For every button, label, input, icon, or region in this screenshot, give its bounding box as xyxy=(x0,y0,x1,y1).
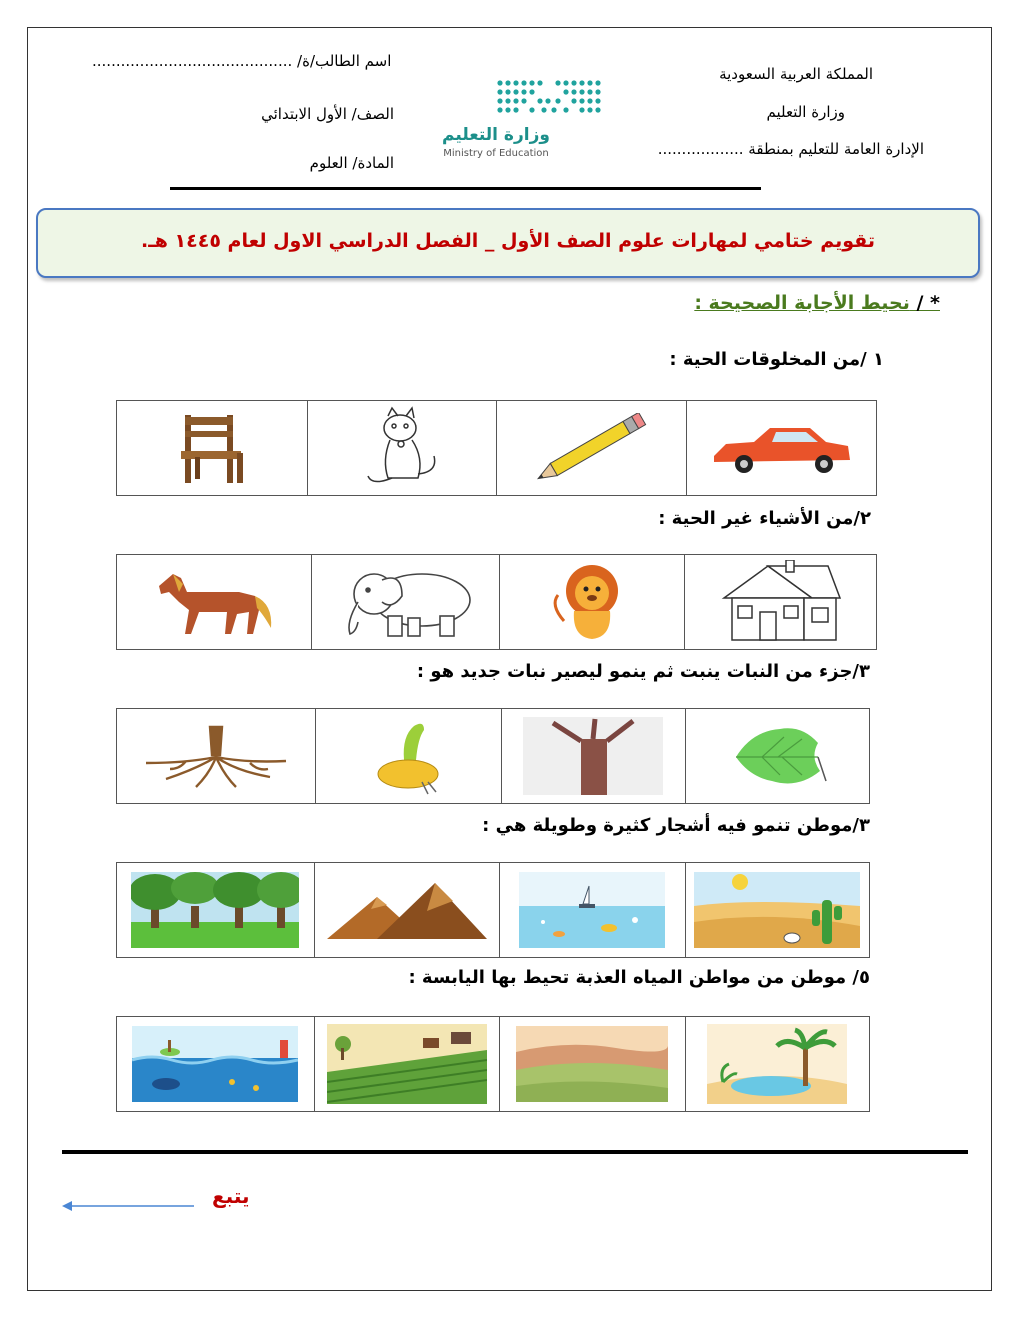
mountains-image xyxy=(327,877,487,943)
desert-image xyxy=(694,872,860,948)
oasis-image xyxy=(707,1024,847,1104)
ocean-image xyxy=(132,1026,298,1102)
seed-image xyxy=(358,716,458,796)
question-4-options xyxy=(116,862,870,958)
option-lion[interactable] xyxy=(500,555,685,650)
option-ocean[interactable] xyxy=(117,1017,315,1112)
left-arrow-icon xyxy=(60,1198,198,1218)
option-plain[interactable] xyxy=(499,1017,685,1112)
subject-label: المادة/ العلوم xyxy=(309,154,394,172)
option-trunk[interactable] xyxy=(501,709,685,804)
forest-image xyxy=(131,872,299,948)
chair-image xyxy=(167,411,257,485)
car-image xyxy=(706,420,856,476)
logo-english-text: Ministry of Education xyxy=(443,148,549,159)
question-4-label: ٣/موطن تنمو فيه أشجار كثيرة وطويلة هي : xyxy=(482,815,870,836)
option-roots[interactable] xyxy=(117,709,316,804)
instruction-text: نحيط الأجابة الصحيحة : xyxy=(694,292,910,314)
header-divider xyxy=(170,187,761,190)
option-car[interactable] xyxy=(686,401,876,496)
option-sea[interactable] xyxy=(499,863,685,958)
option-elephant[interactable] xyxy=(312,555,500,650)
option-farmland[interactable] xyxy=(314,1017,499,1112)
continue-label: يتبع xyxy=(212,1184,250,1208)
kingdom-label: المملكة العربية السعودية xyxy=(719,65,873,83)
question-1-label: ١ /من المخلوقات الحية : xyxy=(669,349,884,370)
option-house[interactable] xyxy=(685,555,877,650)
pencil-image xyxy=(526,413,656,483)
option-desert[interactable] xyxy=(685,863,869,958)
question-5-label: ٥/ موطن من مواطن المياه العذبة تحيط بها اليابسة : xyxy=(408,967,870,988)
grade-label: الصف/ الأول الابتدائي xyxy=(261,105,394,123)
question-3-label: ٣/جزء من النبات ينبت ثم ينمو ليصير نبات جديد هو : xyxy=(416,661,870,682)
logo-arabic-text: وزارة التعليم xyxy=(442,125,550,145)
option-horse[interactable] xyxy=(117,555,312,650)
farmland-image xyxy=(327,1024,487,1104)
option-leaf[interactable] xyxy=(685,709,869,804)
instruction-star: * / xyxy=(916,292,940,314)
option-oasis[interactable] xyxy=(685,1017,869,1112)
elephant-image xyxy=(328,562,484,642)
ministry-label: وزارة التعليم xyxy=(766,103,845,121)
footer-divider xyxy=(62,1150,968,1154)
question-1-options xyxy=(116,400,877,496)
student-name-field: اسم الطالب/ة/ .......................................... xyxy=(92,52,392,70)
option-chair[interactable] xyxy=(117,401,308,496)
sea-image xyxy=(519,872,665,948)
ministry-logo xyxy=(440,75,610,167)
question-2-options xyxy=(116,554,877,650)
option-cat[interactable] xyxy=(308,401,497,496)
trunk-image xyxy=(523,717,663,795)
house-image xyxy=(716,560,846,644)
exam-title: تقويم ختامي لمهارات علوم الصف الأول _ الفصل الدراسي الاول لعام ١٤٤٥ هـ. xyxy=(141,230,875,252)
administration-label: الإدارة العامة للتعليم بمنطقة .................. xyxy=(657,140,924,158)
option-forest[interactable] xyxy=(117,863,315,958)
instruction xyxy=(694,292,940,314)
option-pencil[interactable] xyxy=(496,401,686,496)
question-5-options xyxy=(116,1016,870,1112)
horse-image xyxy=(139,564,289,640)
option-mountains[interactable] xyxy=(314,863,499,958)
option-seed[interactable] xyxy=(315,709,501,804)
lion-image xyxy=(542,561,642,643)
cat-image xyxy=(352,406,452,490)
leaf-image xyxy=(722,717,832,795)
plain-image xyxy=(516,1026,668,1102)
question-2-label: ٢/من الأشياء غير الحية : xyxy=(658,508,871,529)
title-box xyxy=(36,208,980,278)
roots-image xyxy=(126,717,306,795)
question-3-options xyxy=(116,708,870,804)
